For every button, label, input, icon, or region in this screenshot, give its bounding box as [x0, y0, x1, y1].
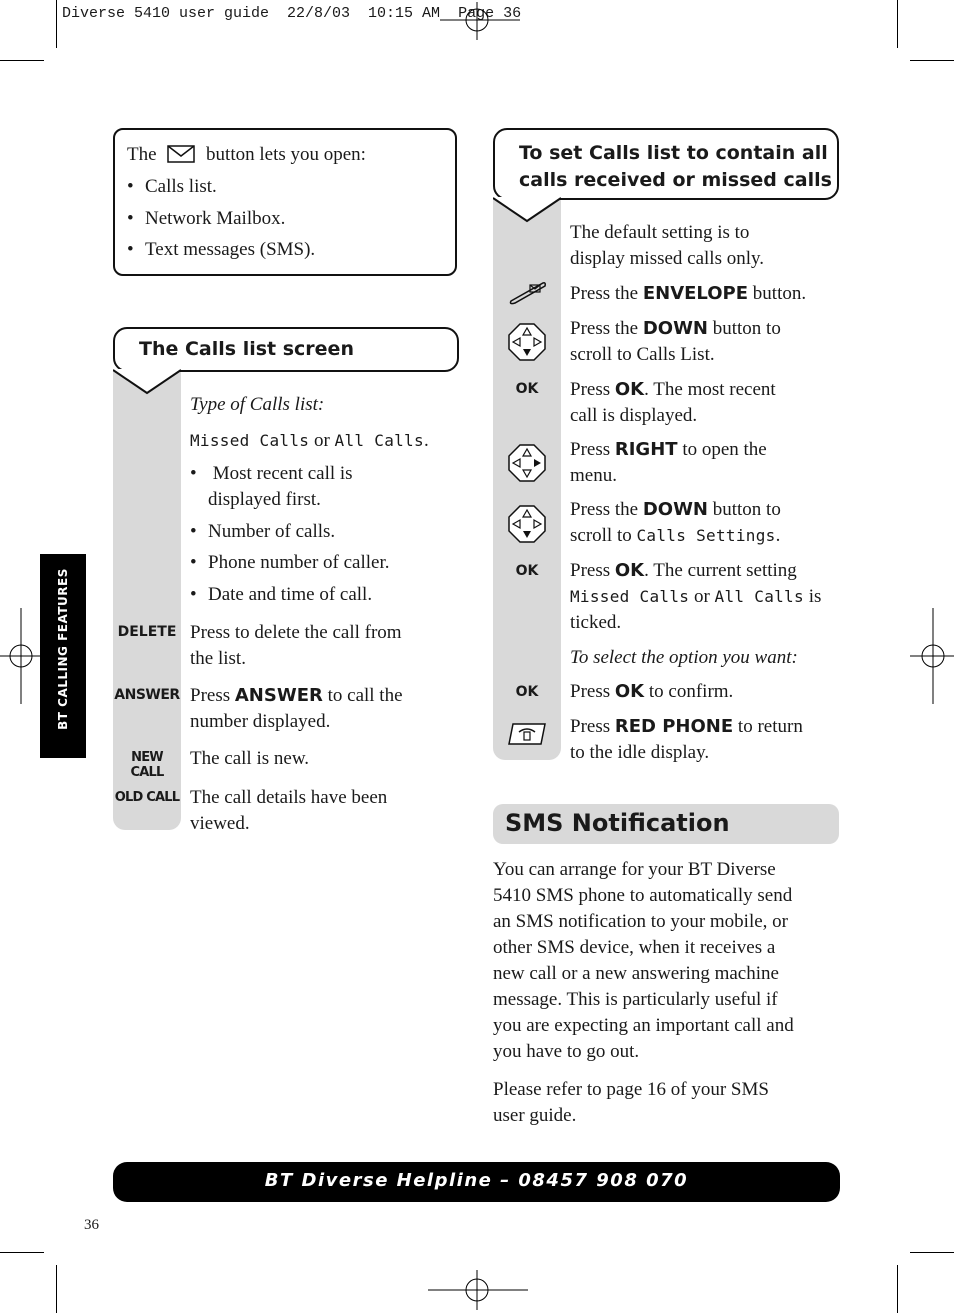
- calls-type-label: Type of Calls list:: [190, 394, 325, 415]
- step-ok-current-setting: Press OK. The current setting Missed Calls or All Calls is ticked.: [570, 560, 822, 633]
- section-side-tab: [40, 554, 86, 758]
- red-phone-icon: [505, 720, 549, 748]
- ok-label: OK: [515, 684, 539, 700]
- step-ok-confirm: Press OK to confirm.: [570, 681, 734, 702]
- set-calls-heading: To set Calls list to contain all calls received or missed calls: [519, 142, 832, 191]
- step-red-phone: Press RED PHONE to return to the idle display.: [570, 716, 803, 763]
- sms-notification-paragraph: You can arrange for your BT Diverse 5410 SMS phone to automatically send an SMS notification to your mobile, or other SMS device, when it receives a new call or a new answering machine message. This is particularly useful if you are expecting an important call and you have to go out.: [493, 859, 794, 1062]
- intro-item: • Network Mailbox.: [127, 208, 285, 230]
- calls-bullet: • Phone number of caller.: [190, 550, 390, 576]
- step-envelope: Press the ENVELOPE button.: [570, 283, 807, 304]
- calls-type-options: Missed Calls or All Calls.: [190, 430, 429, 451]
- sms-notification-title: SMS Notification: [505, 809, 730, 837]
- helpline-bar: [113, 1162, 840, 1202]
- step-right-menu: Press RIGHT to open the menu.: [570, 439, 767, 486]
- ok-label: OK: [515, 381, 539, 397]
- new-call-label: NEW CALL: [130, 750, 164, 780]
- registration-mark-top: [440, 0, 520, 40]
- navigation-pad-icon: [507, 443, 547, 483]
- envelope-button-icon: [505, 279, 549, 305]
- heading-pointer: [113, 369, 183, 397]
- answer-label: ANSWER: [114, 687, 180, 703]
- new-call-description: The call is new.: [190, 748, 310, 769]
- intro-item: • Text messages (SMS).: [127, 239, 315, 261]
- calls-list-heading-box: [113, 327, 459, 372]
- registration-mark-bottom: [428, 1270, 528, 1310]
- default-setting-text: The default setting is to display missed calls only.: [570, 222, 765, 269]
- set-calls-heading-box: [493, 128, 839, 200]
- registration-mark-left: [0, 608, 44, 704]
- step-down-settings: Press the DOWN button to scroll to Calls Settings.: [570, 499, 781, 546]
- navigation-pad-icon: [507, 322, 547, 362]
- heading-pointer: [493, 197, 563, 225]
- intro-box: [113, 128, 457, 276]
- envelope-icon: [167, 145, 195, 163]
- delete-label: DELETE: [117, 624, 177, 640]
- calls-bullet: • Most recent call is displayed first.: [190, 461, 353, 513]
- calls-list-heading: The Calls list screen: [139, 338, 354, 360]
- step-down-calls-list: Press the DOWN button to scroll to Calls List.: [570, 318, 781, 365]
- intro-lead: The button lets you open:: [127, 144, 366, 165]
- answer-description: Press ANSWER to call the number displayed.: [190, 685, 403, 732]
- registration-mark-right: [910, 608, 954, 704]
- side-tab-label: BT CALLING FEATURES: [56, 568, 70, 730]
- sms-notification-title-bar: [493, 804, 839, 844]
- step-ok-recent: Press OK. The most recent call is displayed.: [570, 379, 776, 426]
- select-option-note: To select the option you want:: [570, 647, 798, 668]
- calls-bullet: • Date and time of call.: [190, 582, 372, 608]
- print-slug: Diverse 5410 user guide 22/8/03 10:15 AM Page 36: [62, 5, 522, 22]
- intro-item: • Calls list.: [127, 176, 217, 198]
- delete-description: Press to delete the call from the list.: [190, 622, 402, 669]
- old-call-description: The call details have been viewed.: [190, 787, 388, 834]
- calls-bullet: • Number of calls.: [190, 519, 335, 545]
- ok-label: OK: [515, 563, 539, 579]
- helpline-text: BT Diverse Helpline – 08457 908 070: [264, 1170, 689, 1191]
- navigation-pad-icon: [507, 504, 547, 544]
- page-number: 36: [84, 1217, 99, 1233]
- sms-refer-paragraph: Please refer to page 16 of your SMS user guide.: [493, 1079, 769, 1126]
- old-call-label: OLD CALL: [114, 790, 180, 805]
